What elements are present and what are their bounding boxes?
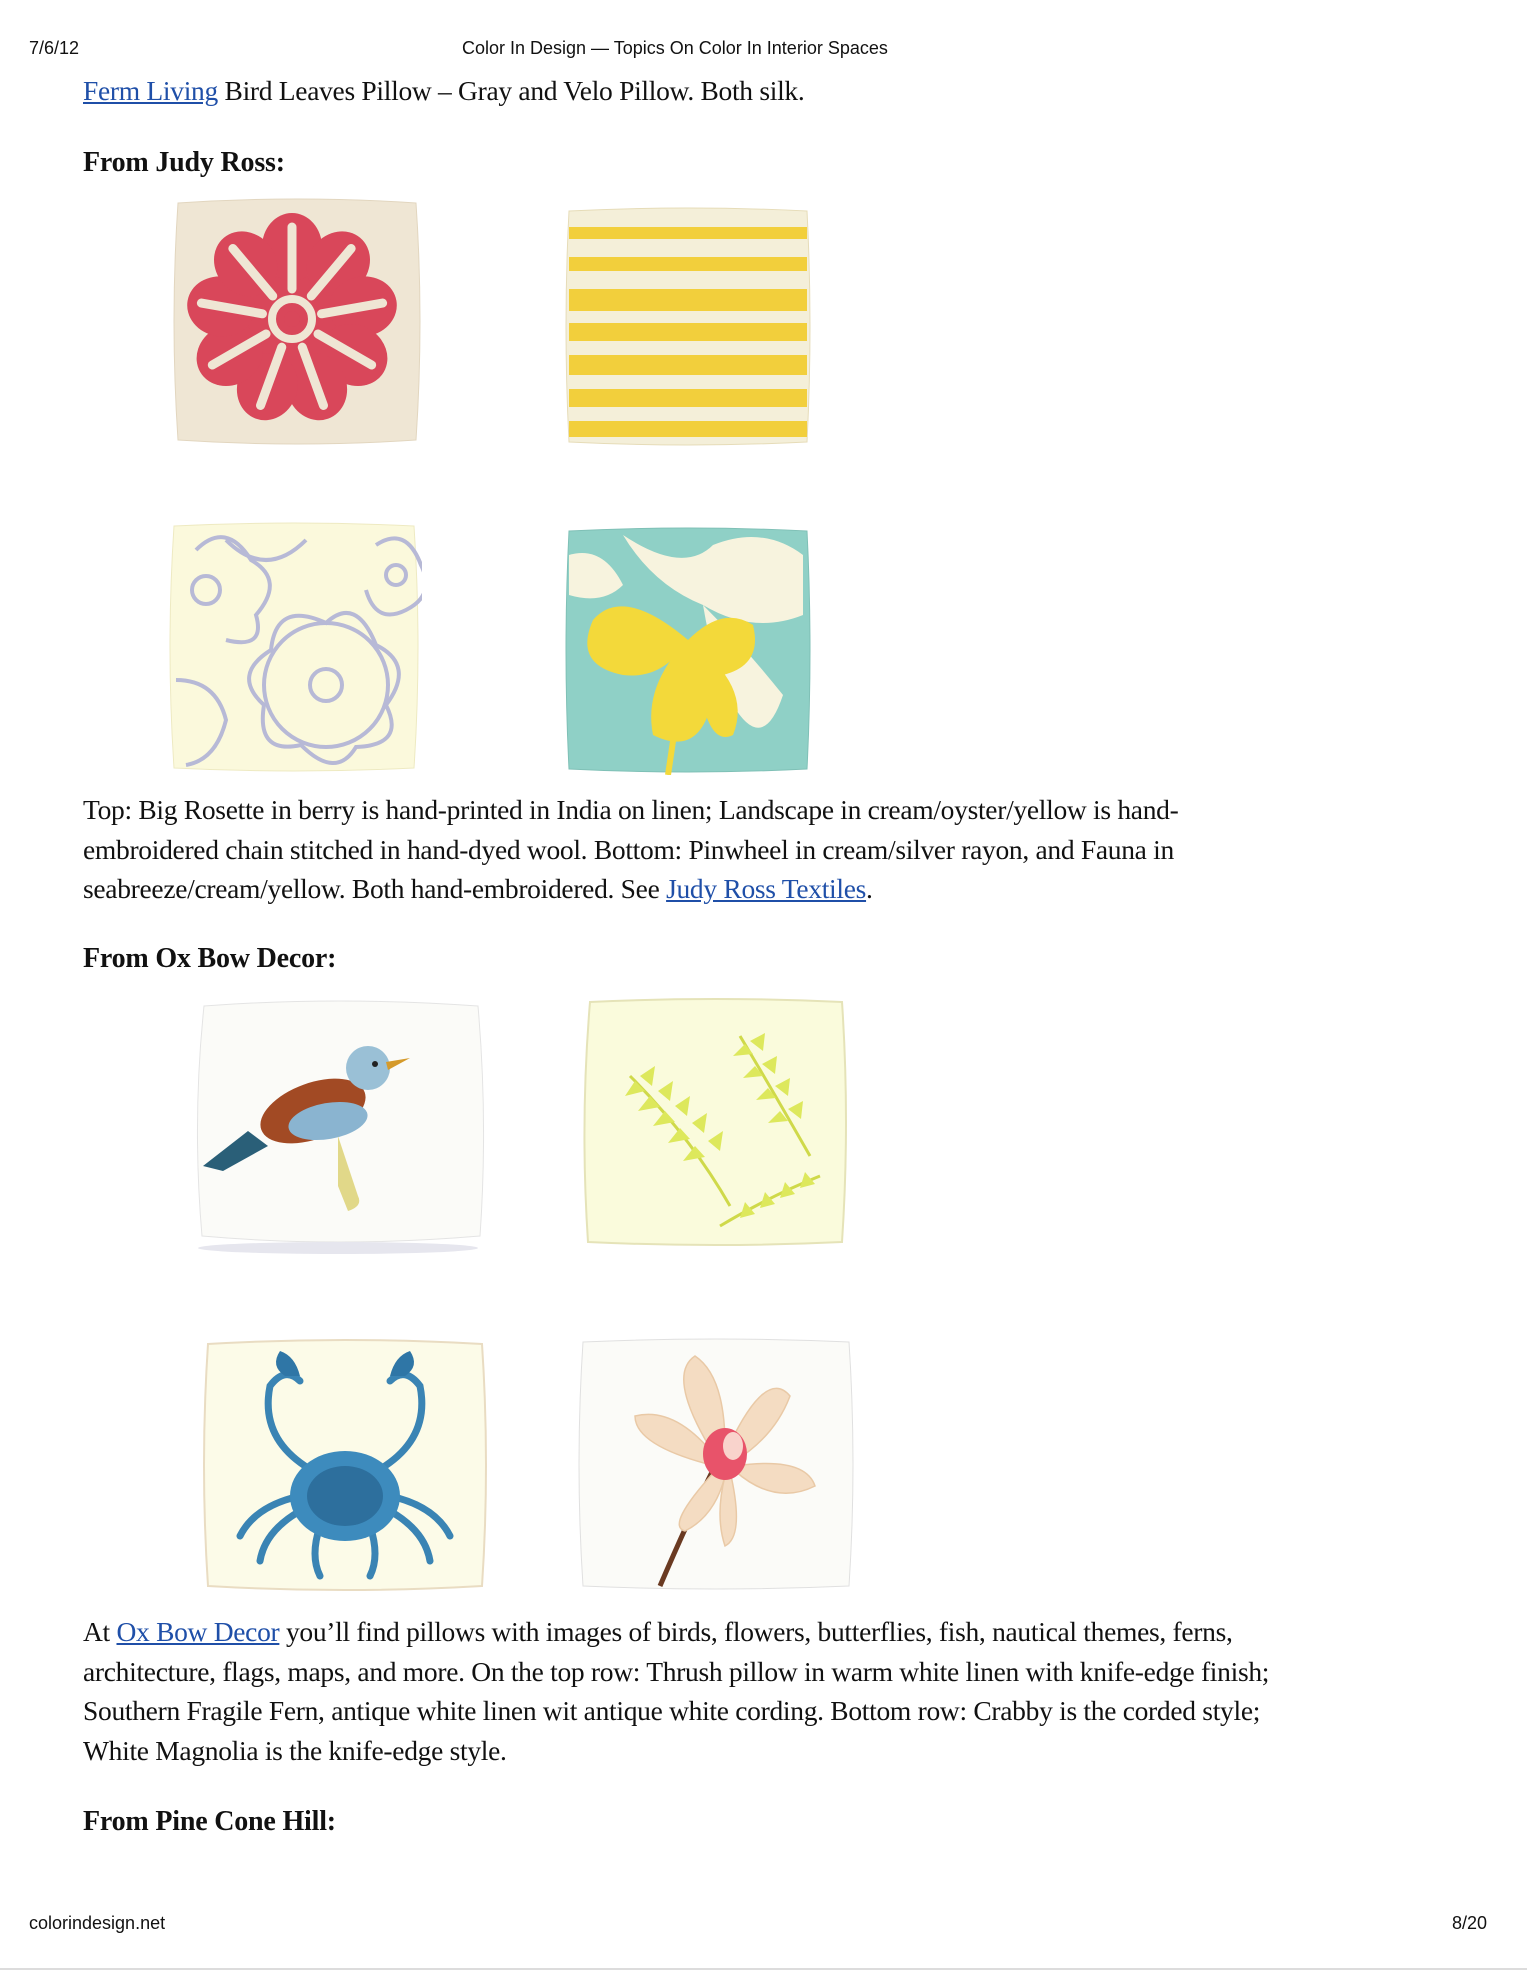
crab-pillow-image (200, 1336, 490, 1594)
judy-ross-caption (83, 790, 1178, 909)
judy-ross-caption-line-3 (83, 869, 1178, 909)
page-edge (0, 1968, 1527, 1970)
intro-text: Bird Leaves Pillow – Gray and Velo Pillow. Both silk. (217, 75, 805, 106)
ox-bow-caption (83, 1612, 1269, 1770)
ox-bow-caption-line-1-start: At (83, 1616, 117, 1647)
page-number: 8/20 (1452, 1913, 1488, 1933)
ferm-living-link[interactable]: Ferm Living (83, 75, 218, 106)
ox-bow-decor-link[interactable]: Ox Bow Decor (116, 1616, 280, 1647)
thrush-pillow-image (188, 996, 493, 1258)
ox-bow-caption-line-2: architecture, flags, maps, and more. On the top row: Thrush pillow in warm white linen with knife-edge finish; (83, 1655, 1270, 1687)
ox-bow-caption-line-3: Southern Fragile Fern, antique white linen wit antique white cording. Bottom row: Crabby is the corded style; (83, 1695, 1261, 1726)
landscape-pillow-image (563, 205, 813, 448)
judy-ross-caption-line-1: Top: Big Rosette in berry is hand-printed in India on linen; Landscape in cream/oyster/yellow is hand- (83, 794, 1179, 825)
ox-bow-caption-line-1-text: you’ll find pillows with images of birds, flowers, butterflies, fish, nautical themes, ferns, (279, 1616, 1233, 1647)
ox-bow-heading: From Ox Bow Decor: (83, 943, 337, 974)
footer-site: colorindesign.net (29, 1913, 166, 1933)
page-header-title: Color In Design — Topics On Color In Interior Spaces (462, 38, 888, 58)
pinwheel-pillow-image (166, 520, 422, 774)
judy-ross-textiles-link[interactable]: Judy Ross Textiles (666, 873, 867, 904)
judy-ross-caption-line-2: embroidered chain stitched in hand-dyed wool. Bottom: Pinwheel in cream/silver rayon, and Fauna in (83, 833, 1174, 865)
print-date: 7/6/12 (29, 38, 80, 58)
judy-ross-caption-line-3-text: seabreeze/cream/yellow. Both hand-embroidered. See (83, 873, 667, 904)
magnolia-pillow-image (575, 1336, 857, 1592)
fern-pillow-image (580, 996, 850, 1248)
pine-cone-hill-heading: From Pine Cone Hill: (83, 1806, 336, 1837)
judy-ross-caption-line-3-end: . (866, 873, 873, 904)
ox-bow-caption-line-1 (83, 1612, 1269, 1652)
fauna-pillow-image (563, 525, 813, 775)
ox-bow-caption-line-4: White Magnolia is the knife-edge style. (83, 1734, 507, 1766)
intro-line (83, 71, 804, 111)
big-rosette-pillow-image (168, 195, 426, 448)
judy-ross-heading: From Judy Ross: (83, 147, 285, 178)
